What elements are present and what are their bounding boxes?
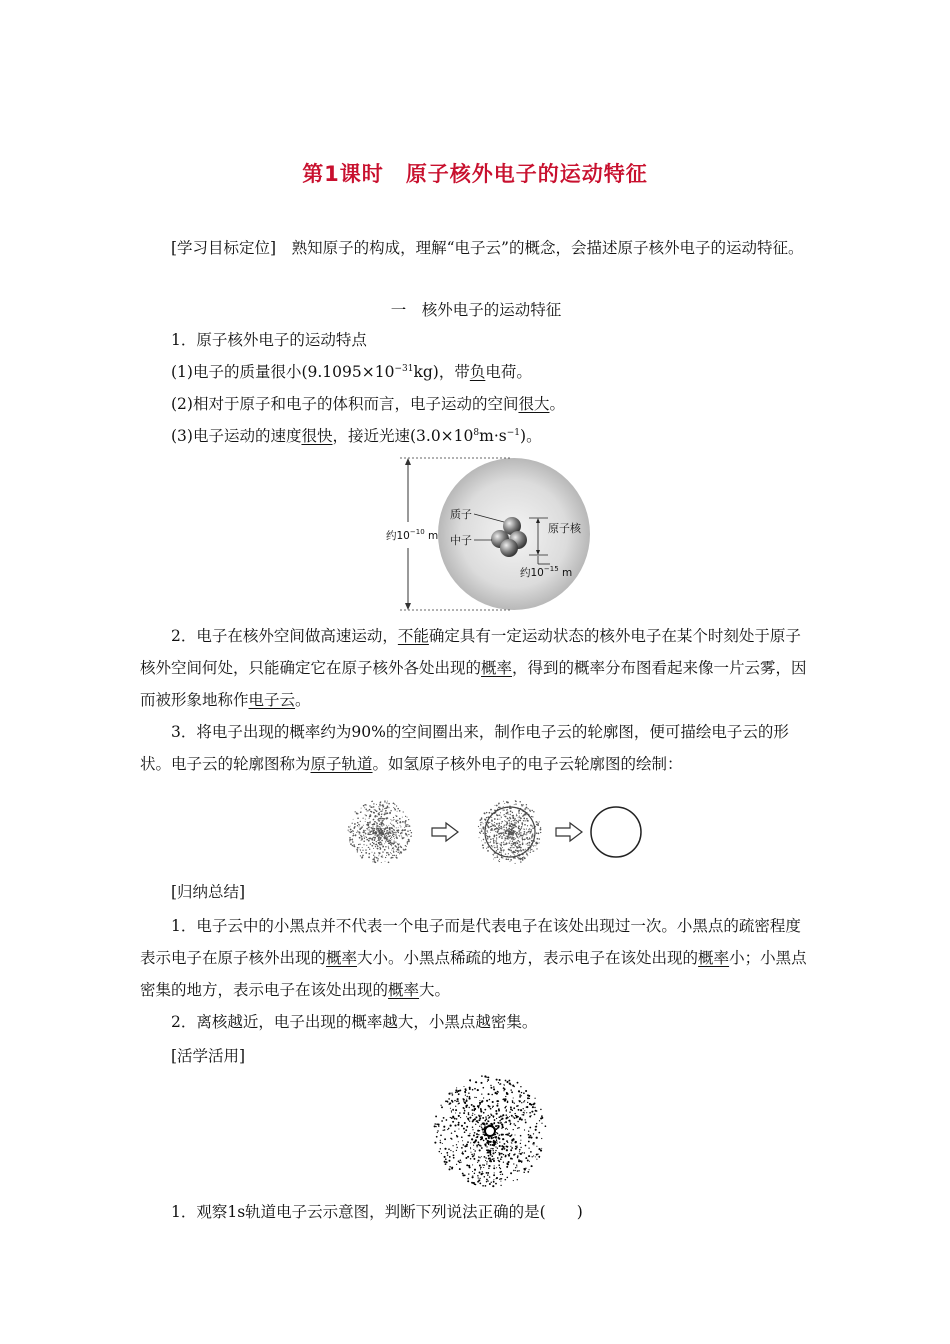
summary-label: [归纳总结] [171, 883, 246, 901]
blank-answer: 负 [469, 363, 486, 381]
arrow-icon [556, 823, 582, 841]
blank-answer: 不能 [397, 627, 429, 645]
electron-cloud-dots [348, 800, 413, 863]
blank-answer: 电子云 [248, 691, 296, 709]
arrow-icon [432, 823, 458, 841]
objective-text: 熟知原子的构成，理解“电子云”的概念，会描述原子核外电子的运动特征。 [291, 239, 804, 257]
atom-size-label: 约$10^{-10}$ m [386, 528, 439, 542]
proton-label: 质子 [450, 508, 472, 521]
nucleus-label: 原子核 [548, 522, 581, 535]
blank-answer: 很快 [301, 427, 333, 445]
point1-item2: (2)相对于原子和电子的体积而言，电子运动的空间很大。 [171, 395, 565, 413]
question-1: 1．观察1s轨道电子云示意图，判断下列说法正确的是( ) [171, 1203, 583, 1221]
section-heading: 一 核外电子的运动特征 [390, 301, 562, 319]
blank-answer: 概率 [481, 659, 513, 677]
neutron-label: 中子 [450, 534, 472, 547]
blank-answer: 概率 [326, 949, 358, 967]
point1-heading: 1．原子核外电子的运动特点 [171, 331, 367, 349]
point1-item1: (1)电子的质量很小$(9.1095\times 10^{-31}kg)$，带负电荷。 [171, 363, 532, 381]
blank-answer: 概率 [698, 949, 730, 967]
point2-paragraph: 2．电子在核外空间做高速运动，不能确定具有一定运动状态的核外电子在某个时刻处于原子核外空间何处，只能确定它在原子核外各处出现的概率，得到的概率分布图看起来像一片云雾，因而被形象地称作电子云。 [140, 627, 807, 709]
nucleus-icon [485, 1126, 495, 1136]
1s-electron-cloud-figure [426, 1072, 554, 1190]
nucleus-size-label: 约$10^{-15}$ m [520, 565, 573, 579]
summary-point1: 1．电子云中的小黑点并不代表一个电子而是代表电子在该处出现过一次。小黑点的疏密程度表示电子在原子核外出现的概率大小。小黑点稀疏的地方，表示电子在该处出现的概率小；小黑点密集的地方，表示电子在该处出现的概率大。 [140, 917, 807, 999]
page-title [0, 158, 950, 188]
practice-label: [活学活用] [171, 1047, 246, 1065]
point3-paragraph: 3．将电子出现的概率约为90%的空间圈出来，制作电子云的轮廓图，便可描绘电子云的形状。电子云的轮廓图称为原子轨道。如氢原子核外电子的电子云轮廓图的绘制： [140, 723, 789, 773]
summary-point2: 2．离核越近，电子出现的概率越大，小黑点越密集。 [171, 1013, 538, 1031]
objective-label: [学习目标定位] [171, 239, 277, 257]
blank-answer: 很大 [518, 395, 550, 413]
orbital-outline-circle [591, 807, 641, 857]
learning-objective [140, 232, 812, 264]
electron-cloud-with-boundary [478, 800, 541, 864]
atom-structure-figure [380, 452, 600, 614]
lesson-title: 原子核外电子的运动特征 [405, 162, 648, 186]
lesson-number: 第1课时 [302, 162, 384, 186]
orbital-drawing-figure [340, 794, 650, 870]
blank-answer: 概率 [388, 981, 420, 999]
point1-item3: (3)电子运动的速度很快，接近光速$(3.0\times 10^8m\cdot s^{-1})$。 [171, 427, 542, 445]
blank-answer: 原子轨道 [310, 755, 373, 773]
